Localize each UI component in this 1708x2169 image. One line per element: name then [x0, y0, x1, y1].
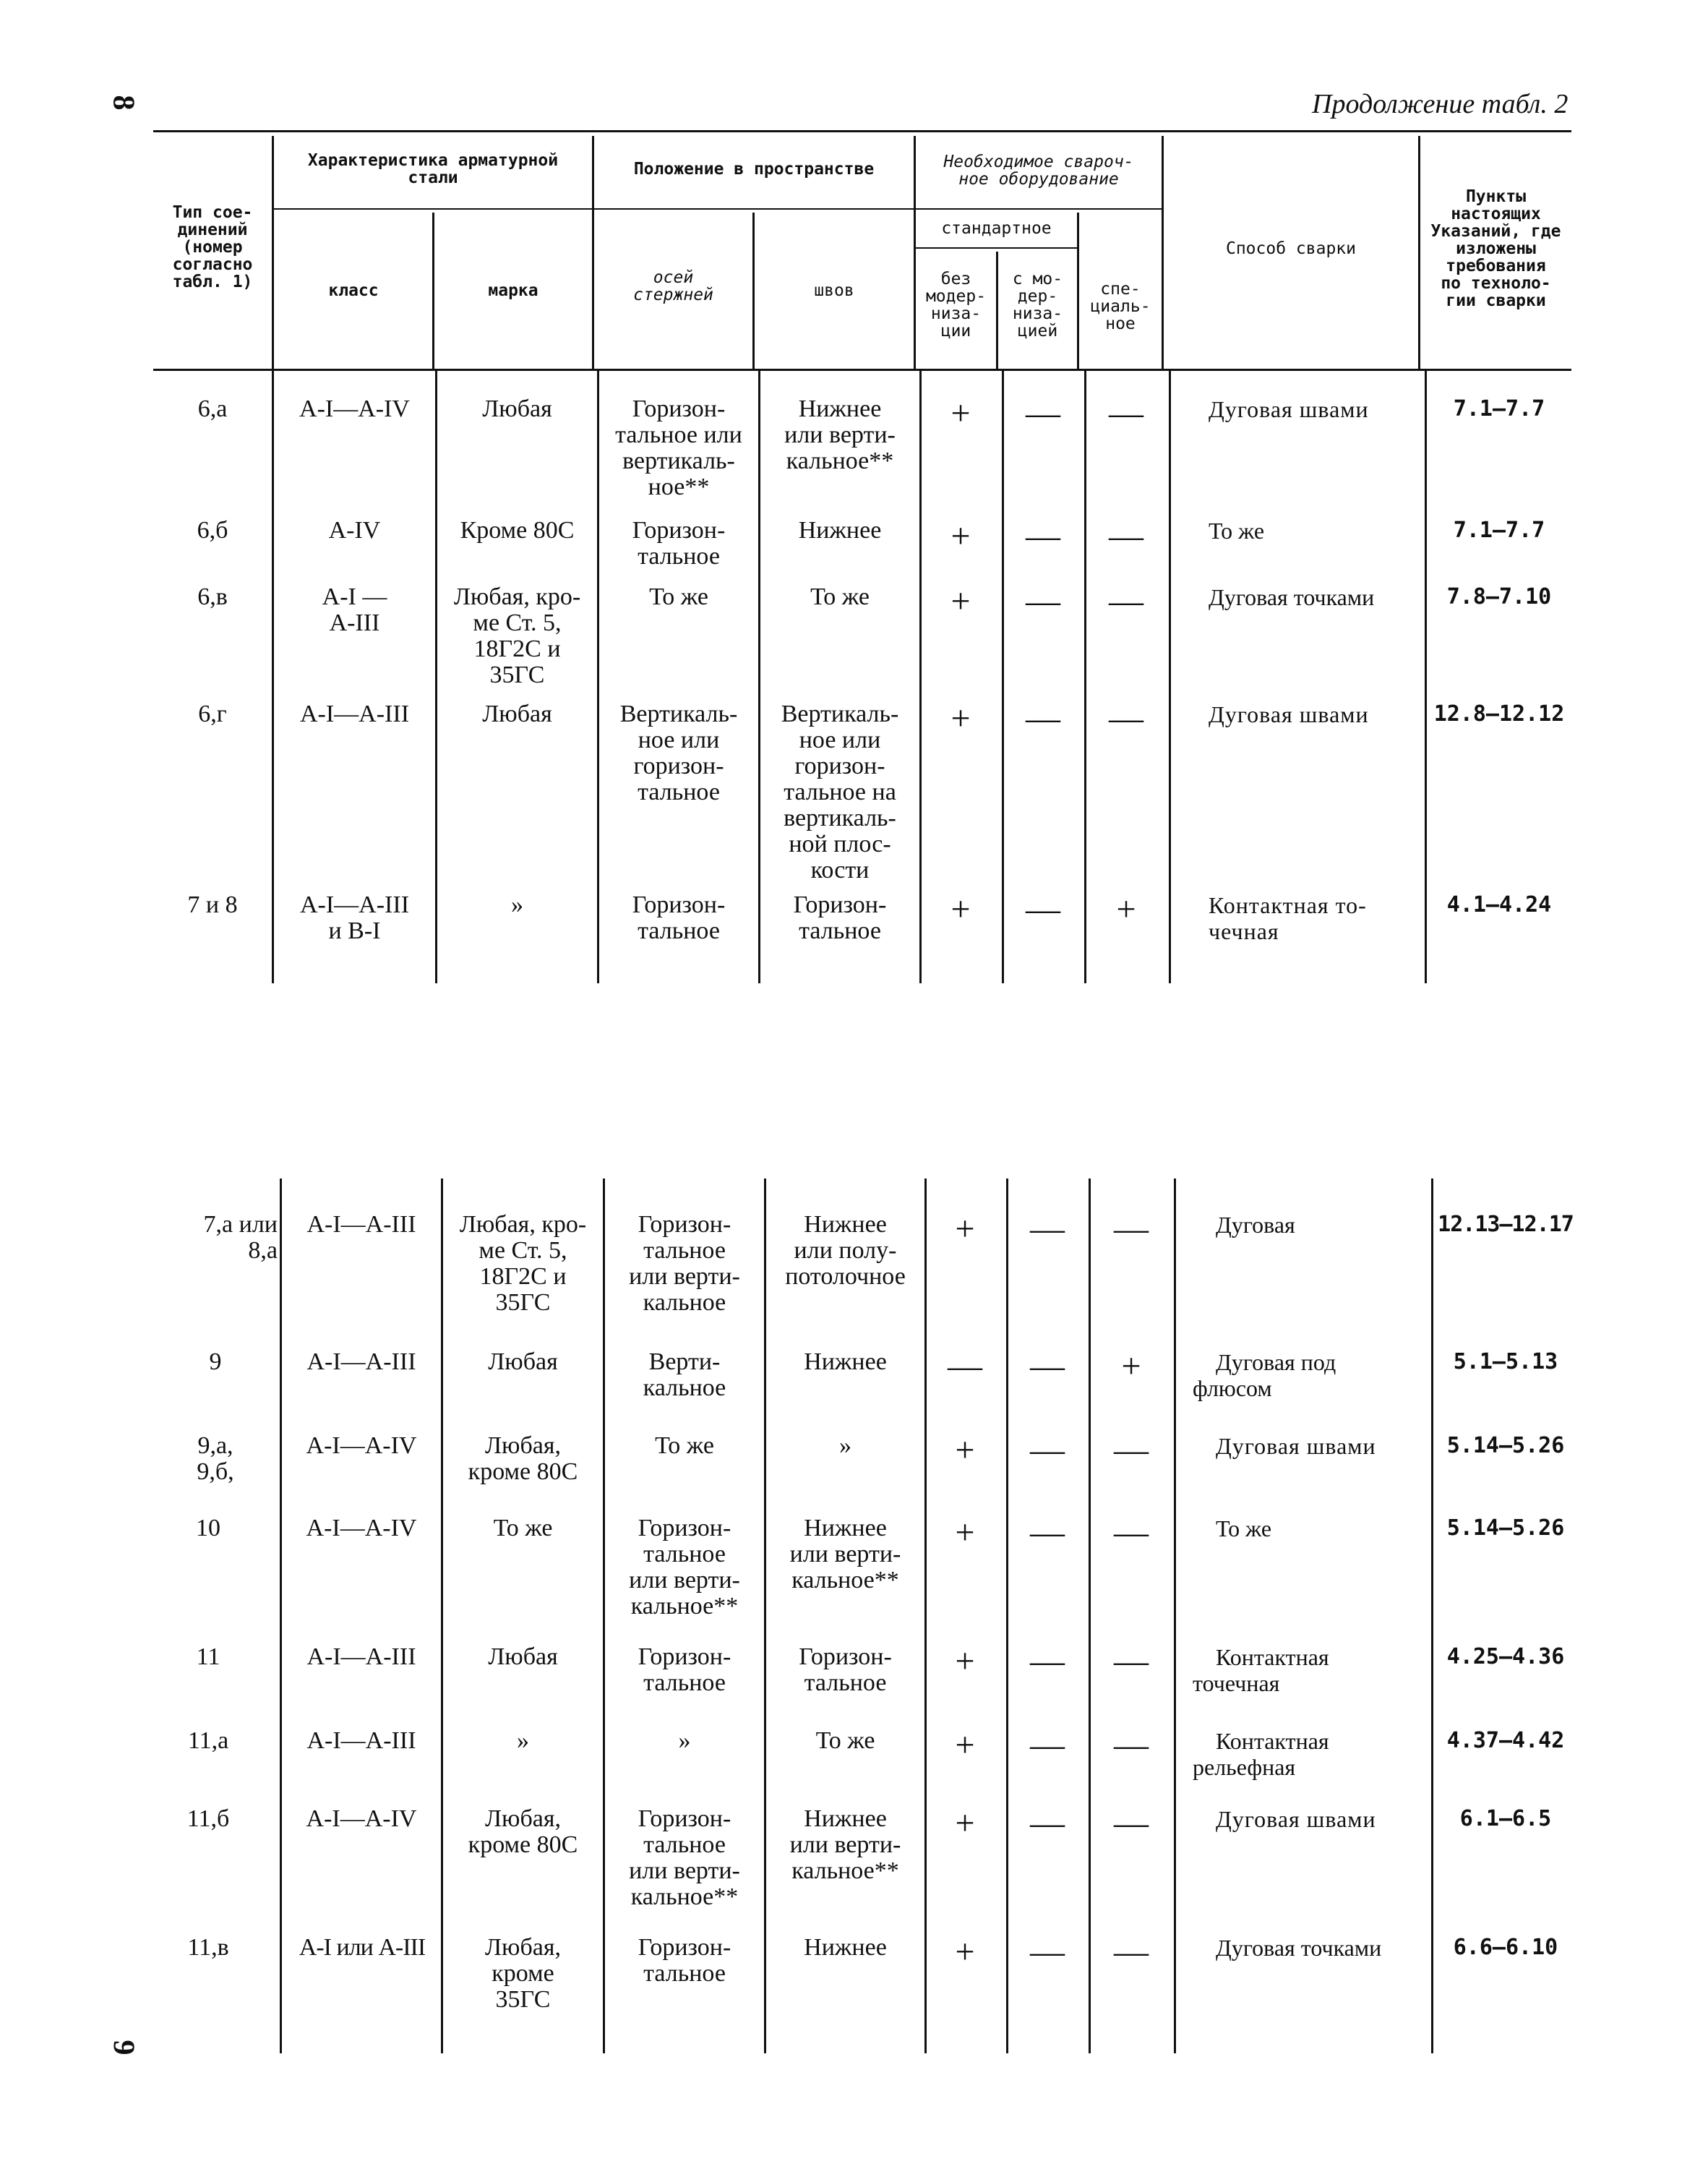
standard-with-mod-mark: — — [1030, 1642, 1065, 1680]
special-mark: + — [1116, 890, 1136, 928]
upper-col-sep — [1084, 370, 1086, 983]
axes-cell: » — [678, 1727, 691, 1754]
lower-col-sep — [280, 1178, 282, 2053]
standard-with-mod-mark: — — [1026, 890, 1060, 928]
special-mark: + — [1121, 1347, 1141, 1385]
lower-col-sep — [1006, 1178, 1008, 2053]
class-cell: А-I—А-III — [306, 1348, 416, 1375]
joint-type-cell: 9,а, 9,б, — [197, 1432, 234, 1485]
guideline-items-cell: 6.1—6.5 — [1459, 1806, 1552, 1831]
standard-with-mod-mark: — — [1026, 582, 1060, 620]
lower-col-sep — [764, 1178, 766, 2053]
joint-type-cell: 11 — [196, 1643, 220, 1670]
header-welding-equipment: Необходимое свароч- ное оборудование — [943, 153, 1134, 189]
standard-no-mod-mark: + — [950, 394, 971, 432]
standard-with-mod-mark: — — [1030, 1513, 1065, 1552]
header-brand: марка — [488, 281, 538, 300]
brand-cell: Любая, кроме 80С — [468, 1805, 578, 1858]
header-class: класс — [328, 281, 379, 300]
class-cell: А-I—А-IV — [306, 1515, 417, 1541]
axes-cell: Вертикаль- ное или горизон- тальное — [619, 701, 738, 805]
brand-cell: Любая, кроме 35ГС — [485, 1934, 561, 2013]
seams-cell: » — [839, 1432, 851, 1459]
header-seams: швов — [814, 281, 854, 300]
upper-col-sep — [1169, 370, 1171, 983]
standard-with-mod-mark: — — [1030, 1933, 1065, 1971]
joint-type-cell: 6,в — [197, 583, 228, 610]
page-number-top: 8 — [106, 95, 140, 111]
seams-cell: Вертикаль- ное или горизон- тальное на вертикаль- ной плос- кости — [781, 701, 899, 884]
standard-no-mod-mark: + — [950, 890, 971, 928]
welding-method-cell: Дуговая швами — [1209, 701, 1369, 727]
class-cell: А-I—А-III и В-I — [299, 891, 410, 944]
standard-no-mod-mark: + — [955, 1431, 975, 1469]
axes-cell: Горизон- тальное или верти- кальное — [629, 1211, 740, 1316]
class-cell: А-IV — [328, 517, 381, 544]
welding-method-cell: Дуговая швами — [1216, 1806, 1376, 1832]
class-cell: А-I—А-III — [306, 1211, 416, 1238]
joint-type-cell: 6,а — [197, 395, 228, 422]
special-mark: — — [1114, 1431, 1149, 1469]
class-cell: А-I—А-III — [306, 1643, 416, 1670]
upper-col-sep — [919, 370, 922, 983]
special-mark: — — [1114, 1726, 1149, 1764]
axes-cell: Горизон- тальное — [632, 517, 726, 570]
position-subheader-rule — [592, 208, 914, 210]
brand-cell: Любая — [482, 395, 552, 422]
header-welding-method: Способ сварки — [1225, 239, 1356, 258]
standard-with-mod-mark: — — [1030, 1726, 1065, 1764]
axes-cell: Горизон- тальное или верти- кальное** — [629, 1515, 740, 1620]
class-cell: А-I — А-III — [322, 583, 387, 636]
upper-col-sep — [1002, 370, 1004, 983]
special-mark: — — [1114, 1804, 1149, 1842]
brand-cell: Любая, кроме 80С — [468, 1432, 578, 1485]
brand-cell: Любая, кро- ме Ст. 5, 18Г2С и 35ГС — [453, 583, 581, 688]
guideline-items-cell: 12.8—12.12 — [1433, 701, 1565, 727]
special-mark: — — [1109, 394, 1143, 432]
welding-method-cell: Дуговая швами — [1216, 1433, 1376, 1459]
steel-subheader-rule — [272, 208, 592, 210]
welding-method-cell: Контактная то- чечная — [1209, 892, 1367, 944]
equipment-subheader-rule — [914, 208, 1162, 210]
welding-method-cell: Дуговая — [1216, 1212, 1295, 1238]
seams-cell: То же — [815, 1727, 875, 1754]
class-cell: А-I—А-IV — [306, 1432, 417, 1459]
class-cell: А-I—А-IV — [299, 395, 410, 422]
header-standard: стандартное — [941, 219, 1052, 238]
brand-cell: Любая — [488, 1348, 558, 1375]
axes-cell: Горизон- тальное — [638, 1643, 731, 1696]
seams-cell: Нижнее — [798, 517, 882, 544]
upper-col-sep — [272, 370, 274, 983]
welding-method-cell: То же — [1209, 518, 1265, 544]
standard-no-mod-mark: — — [948, 1347, 982, 1385]
standard-no-mod-mark: + — [955, 1933, 975, 1971]
axes-cell: Горизон- тальное или вертикаль- ное** — [615, 395, 742, 500]
brand-cell: Любая — [482, 701, 552, 727]
class-cell: А-I—А-III — [306, 1727, 416, 1754]
header-without-modernization: без модер- низа- ции — [925, 270, 987, 341]
guideline-items-cell: 5.14—5.26 — [1446, 1433, 1565, 1458]
guideline-items-cell: 12.13—12.17 — [1438, 1212, 1574, 1237]
guideline-items-cell: 4.1—4.24 — [1446, 892, 1552, 917]
special-mark: — — [1114, 1933, 1149, 1971]
seams-cell: Нижнее или верти- кальное** — [789, 1805, 901, 1884]
standard-with-mod-mark: — — [1026, 699, 1060, 737]
seams-cell: Нижнее — [804, 1348, 887, 1375]
welding-method-cell: Дуговая под флюсом — [1193, 1349, 1336, 1401]
seams-cell: Нижнее или верти- кальное** — [784, 395, 896, 474]
standard-with-mod-mark: — — [1030, 1431, 1065, 1469]
special-mark: — — [1114, 1513, 1149, 1552]
seams-cell: То же — [810, 583, 870, 610]
class-cell: А-I—А-IV — [306, 1805, 417, 1832]
standard-no-mod-mark: + — [955, 1726, 975, 1764]
axes-cell: Горизон- тальное — [638, 1934, 731, 1987]
standard-no-mod-mark: + — [950, 517, 971, 555]
joint-type-cell: 6,б — [197, 517, 228, 544]
standard-no-mod-mark: + — [955, 1210, 975, 1248]
page-number-bottom: 9 — [106, 2040, 140, 2055]
standard-no-mod-mark: + — [950, 699, 971, 737]
axes-cell: Горизон- тальное — [632, 891, 726, 944]
guideline-items-cell: 4.25—4.36 — [1446, 1644, 1565, 1669]
lower-col-sep — [924, 1178, 927, 2053]
guideline-items-cell: 7.1—7.7 — [1453, 518, 1545, 543]
brand-cell: Любая — [488, 1643, 558, 1670]
joint-type-cell: 11,а — [187, 1727, 229, 1754]
header-with-modernization: с мо- дер- низа- цией — [1012, 270, 1063, 341]
standard-subheader-rule — [914, 247, 1077, 249]
header-rod-axes: осей стержней — [633, 268, 713, 304]
standard-with-mod-mark: — — [1026, 517, 1060, 555]
standard-with-mod-mark: — — [1030, 1347, 1065, 1385]
brand-cell: Любая, кро- ме Ст. 5, 18Г2С и 35ГС — [459, 1211, 587, 1316]
lower-col-sep — [1431, 1178, 1433, 2053]
guideline-items-cell: 7.1—7.7 — [1453, 396, 1545, 422]
guideline-items-cell: 7.8—7.10 — [1446, 584, 1552, 609]
axes-cell: Верти- кальное — [643, 1348, 726, 1401]
brand-cell: » — [511, 891, 523, 918]
seams-cell: Нижнее или полу- потолочное — [785, 1211, 906, 1290]
standard-with-mod-mark: — — [1026, 394, 1060, 432]
welding-method-cell: Дуговая точками — [1216, 1935, 1382, 1961]
standard-no-mod-mark: + — [955, 1513, 975, 1552]
standard-no-mod-mark: + — [955, 1642, 975, 1680]
welding-method-cell: То же — [1216, 1515, 1272, 1541]
joint-type-cell: 10 — [196, 1515, 220, 1541]
standard-with-mod-mark: — — [1030, 1804, 1065, 1842]
lower-col-sep — [1089, 1178, 1091, 2053]
special-mark: — — [1114, 1642, 1149, 1680]
guideline-items-cell: 5.14—5.26 — [1446, 1515, 1565, 1541]
welding-method-cell: Контактная рельефная — [1193, 1728, 1329, 1780]
axes-cell: Горизон- тальное или верти- кальное** — [629, 1805, 740, 1910]
axes-cell: То же — [655, 1432, 714, 1459]
joint-type-cell: 9 — [209, 1348, 222, 1375]
upper-col-sep — [1425, 370, 1427, 983]
guideline-items-cell: 4.37—4.42 — [1446, 1728, 1565, 1753]
lower-col-sep — [1174, 1178, 1176, 2053]
header-bottom-rule — [153, 369, 1571, 371]
special-mark: — — [1109, 517, 1143, 555]
welding-method-cell: Дуговая швами — [1209, 396, 1369, 422]
joint-type-cell: 6,г — [198, 701, 227, 727]
brand-cell: То же — [493, 1515, 553, 1541]
seams-cell: Горизон- тальное — [799, 1643, 892, 1696]
brand-cell: Кроме 80С — [460, 517, 575, 544]
header-col-sep — [272, 136, 274, 369]
header-special: спе- циаль- ное — [1090, 280, 1151, 333]
header-steel-characteristics: Характеристика арматурной стали — [307, 151, 559, 187]
joint-type-cell: 11,б — [186, 1805, 230, 1832]
special-mark: — — [1109, 699, 1143, 737]
standard-no-mod-mark: + — [950, 582, 971, 620]
class-cell: А-I или А-III — [299, 1934, 426, 1961]
special-mark: — — [1114, 1210, 1149, 1248]
brand-cell: » — [517, 1727, 529, 1754]
special-mark: — — [1109, 582, 1143, 620]
header-guideline-items: Пункты настоящих Указаний, где изложены требования по техноло- гии сварки — [1430, 187, 1561, 310]
table-continuation-title: Продолжение табл. 2 — [1312, 89, 1568, 119]
guideline-items-cell: 6.6—6.10 — [1453, 1935, 1558, 1960]
axes-cell: То же — [649, 583, 708, 610]
standard-with-mod-mark: — — [1030, 1210, 1065, 1248]
welding-method-cell: Дуговая точками — [1209, 584, 1375, 610]
seams-cell: Нижнее — [804, 1934, 887, 1961]
guideline-items-cell: 5.1—5.13 — [1453, 1349, 1558, 1374]
seams-cell: Горизон- тальное — [793, 891, 887, 944]
joint-type-cell: 11,в — [187, 1934, 229, 1961]
joint-type-cell: 7 и 8 — [187, 891, 238, 918]
header-spatial-position: Положение в пространстве — [633, 160, 875, 179]
seams-cell: Нижнее или верти- кальное** — [789, 1515, 901, 1593]
joint-type-cell: 7,а или 8,а — [203, 1211, 278, 1264]
header-top-rule — [153, 130, 1571, 132]
standard-no-mod-mark: + — [955, 1804, 975, 1842]
welding-method-cell: Контактная точечная — [1193, 1644, 1329, 1696]
header-joint-type: Тип сое- динений (номер согласно табл. 1) — [172, 203, 253, 291]
class-cell: А-I—А-III — [299, 701, 410, 727]
